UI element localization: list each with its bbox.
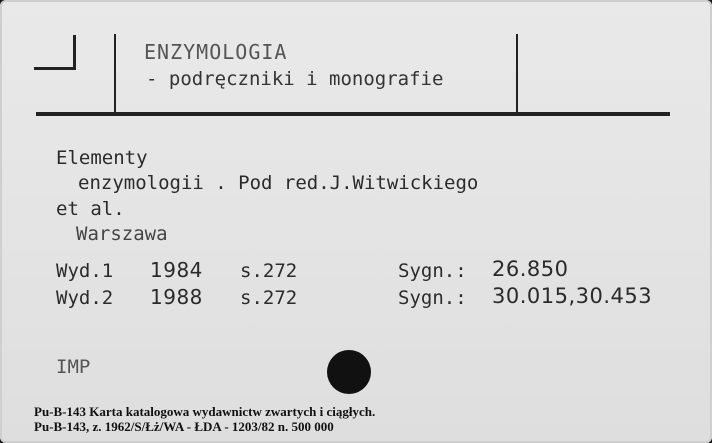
header-divider-left — [114, 34, 116, 114]
corner-mark-vertical — [73, 35, 76, 69]
edition-label: Wyd.2 — [56, 287, 114, 309]
entry-line-1: Elementy — [56, 147, 148, 169]
header-title: ENZYMOLOGIA — [144, 40, 288, 64]
edition-year: 1984 — [150, 258, 203, 282]
edition-label: Wyd.1 — [56, 260, 114, 282]
edition-pages: s.272 — [240, 287, 298, 309]
punch-hole — [327, 350, 371, 394]
entry-line-3: et al. — [56, 198, 125, 220]
header-rule — [36, 112, 670, 116]
corner-mark-horizontal — [34, 67, 76, 70]
header-subtitle: - podręczniki i monografie — [146, 68, 444, 90]
header-divider-right — [516, 34, 518, 114]
footer-line-2: Pu-B-143, z. 1962/S/Łż/WA - ŁDA - 1203/82 n. 500 000 — [34, 419, 334, 434]
signature-value: 30.015,30.453 — [492, 284, 653, 308]
edition-year: 1988 — [150, 285, 203, 309]
signature-label: Sygn.: — [398, 287, 467, 309]
entry-line-2: enzymologii . Pod red.J.Witwickiego — [78, 172, 479, 194]
signature-value: 26.850 — [492, 257, 569, 281]
stamp-label: IMP — [56, 356, 91, 378]
edition-pages: s.272 — [240, 260, 298, 282]
footer-line-1: Pu-B-143 Karta katalogowa wydawnictw zwartych i ciągłych. — [34, 404, 376, 419]
signature-label: Sygn.: — [398, 260, 467, 282]
entry-line-4: Warszawa — [76, 223, 168, 245]
